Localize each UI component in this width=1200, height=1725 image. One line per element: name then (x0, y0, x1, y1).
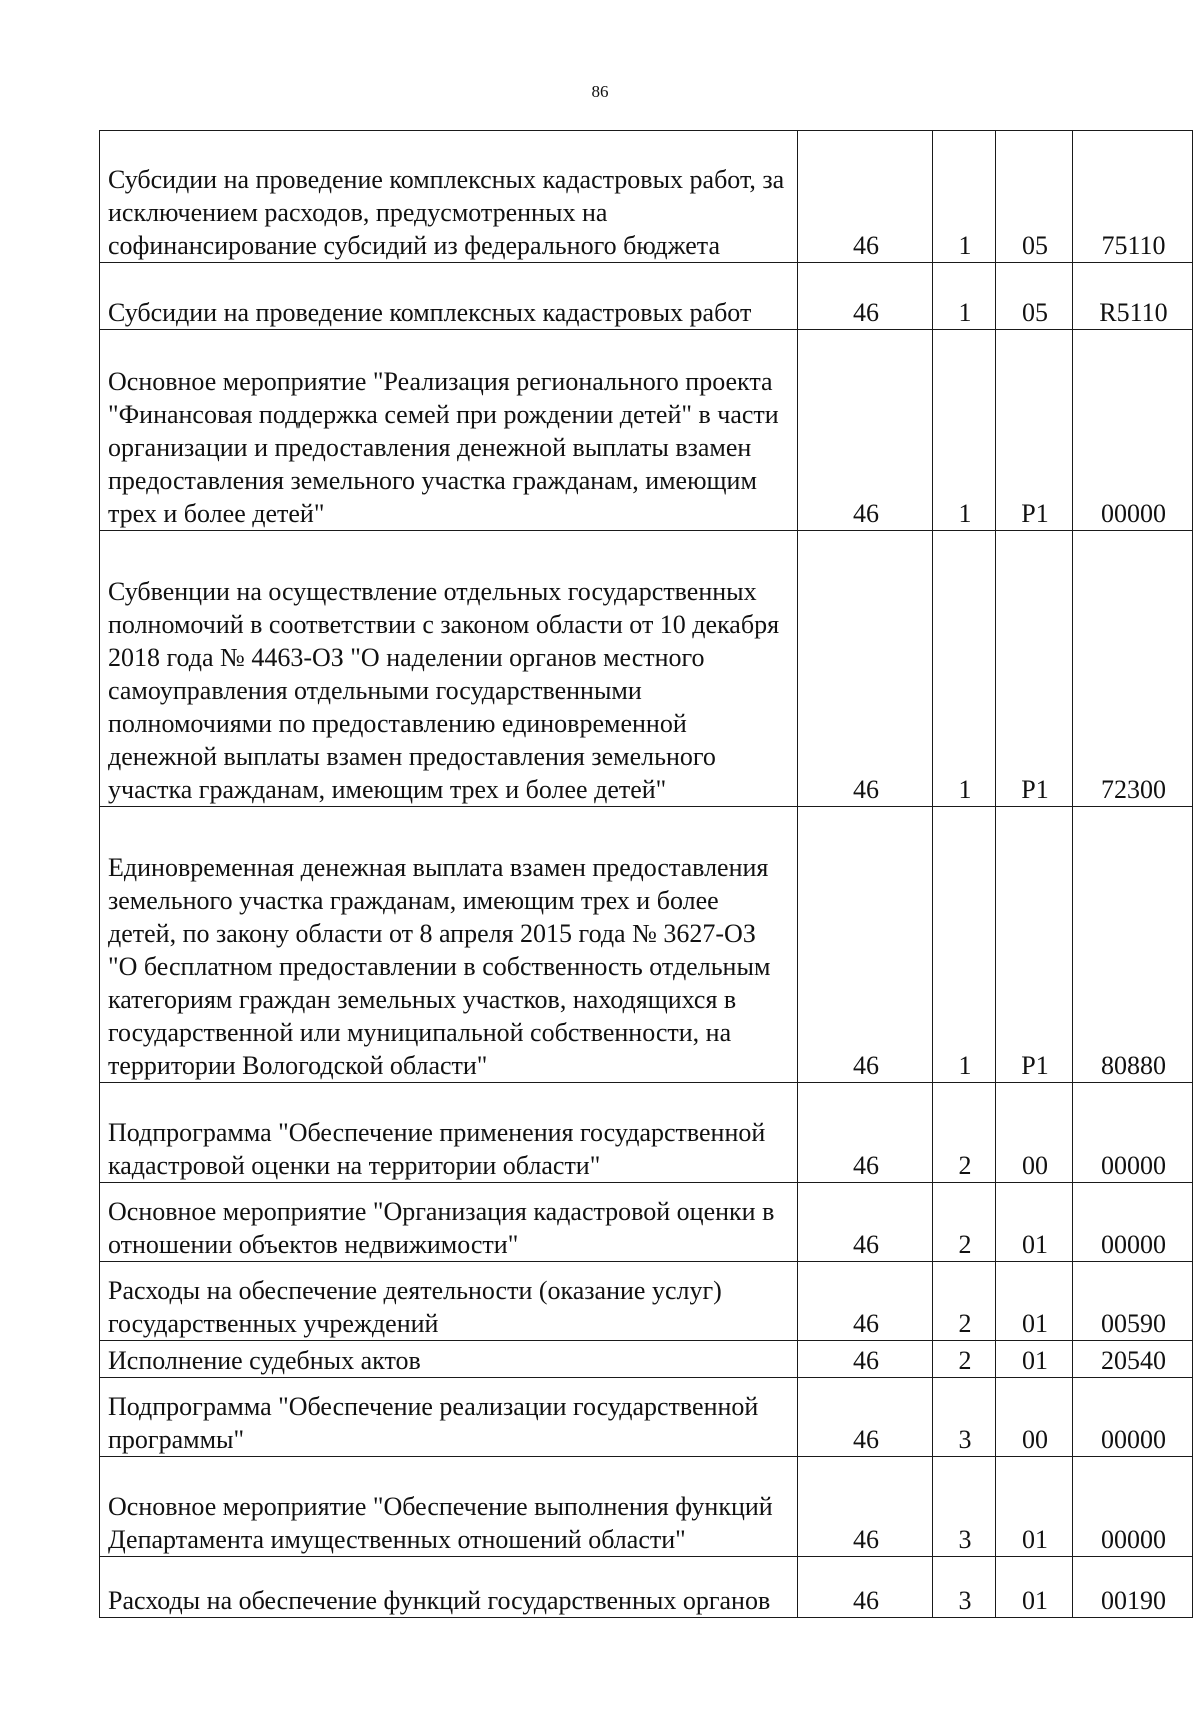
row-code-cell: 72300 (1073, 531, 1193, 807)
row-code-cell: 00 (996, 1378, 1073, 1457)
row-code-cell: 00000 (1073, 1457, 1193, 1557)
row-code-cell: 2 (933, 1083, 996, 1183)
row-name-cell: Подпрограмма "Обеспечение применения государственной кадастровой оценки на территории области" (100, 1083, 798, 1183)
row-code-cell: 20540 (1073, 1341, 1193, 1378)
row-code-cell: 2 (933, 1262, 996, 1341)
row-code-cell: 00000 (1073, 1083, 1193, 1183)
table-row (100, 1341, 1193, 1378)
row-code-cell: 00000 (1073, 1183, 1193, 1262)
row-name-cell: Субсидии на проведение комплексных кадастровых работ (100, 263, 798, 330)
row-code-cell: 1 (933, 263, 996, 330)
row-code-cell: R5110 (1073, 263, 1193, 330)
row-code-cell: 1 (933, 807, 996, 1083)
row-code-cell: 46 (798, 1341, 933, 1378)
row-code-cell: P1 (996, 330, 1073, 531)
row-code-cell: 46 (798, 263, 933, 330)
row-code-cell: 2 (933, 1183, 996, 1262)
row-code-cell: 1 (933, 531, 996, 807)
table-row (100, 1457, 1193, 1557)
row-code-cell: 01 (996, 1262, 1073, 1341)
row-code-cell: 46 (798, 1262, 933, 1341)
row-code-cell: 46 (798, 131, 933, 263)
row-name-cell: Исполнение судебных актов (100, 1341, 798, 1378)
row-code-cell: 46 (798, 531, 933, 807)
row-code-cell: 75110 (1073, 131, 1193, 263)
row-code-cell: 00590 (1073, 1262, 1193, 1341)
row-code-cell: 46 (798, 330, 933, 531)
row-code-cell: 00000 (1073, 1378, 1193, 1457)
row-code-cell: 01 (996, 1183, 1073, 1262)
table-row (100, 330, 1193, 531)
row-code-cell: 80880 (1073, 807, 1193, 1083)
row-code-cell: 3 (933, 1457, 996, 1557)
row-code-cell: P1 (996, 531, 1073, 807)
table-row (100, 1557, 1193, 1618)
table-row (100, 1083, 1193, 1183)
row-code-cell: 00 (996, 1083, 1073, 1183)
row-name-cell: Единовременная денежная выплата взамен предоставления земельного участка гражданам, имеющим трех и более детей, по закону области от 8 апреля 2015 года № 3627-ОЗ "О бесплатном предоставлении в собственность отдельным категориям граждан земельных участков, находящихся в государственной или муниципальной собственности, на территории Вологодской области" (100, 807, 798, 1083)
table-row (100, 263, 1193, 330)
row-name-cell: Основное мероприятие "Обеспечение выполнения функций Департамента имущественных отношений области" (100, 1457, 798, 1557)
row-code-cell: 46 (798, 1183, 933, 1262)
table-row (100, 807, 1193, 1083)
table-row (100, 1262, 1193, 1341)
row-code-cell: 05 (996, 131, 1073, 263)
row-code-cell: 01 (996, 1457, 1073, 1557)
row-code-cell: 46 (798, 1378, 933, 1457)
row-code-cell: P1 (996, 807, 1073, 1083)
row-code-cell: 1 (933, 330, 996, 531)
table-row (100, 531, 1193, 807)
row-code-cell: 3 (933, 1557, 996, 1618)
row-code-cell: 00190 (1073, 1557, 1193, 1618)
row-code-cell: 46 (798, 1557, 933, 1618)
row-code-cell: 00000 (1073, 330, 1193, 531)
table-row (100, 1378, 1193, 1457)
row-name-cell: Субвенции на осуществление отдельных государственных полномочий в соответствии с законом области от 10 декабря 2018 года № 4463-ОЗ "О наделении органов местного самоуправления отдельными государственными полномочиями по предоставлению единовременной денежной выплаты взамен предоставления земельного участка гражданам, имеющим трех и более детей" (100, 531, 798, 807)
row-code-cell: 1 (933, 131, 996, 263)
budget-classification-table (99, 130, 1193, 1618)
row-code-cell: 46 (798, 1457, 933, 1557)
table-row (100, 131, 1193, 263)
row-code-cell: 3 (933, 1378, 996, 1457)
row-name-cell: Основное мероприятие "Организация кадастровой оценки в отношении объектов недвижимости" (100, 1183, 798, 1262)
row-name-cell: Расходы на обеспечение деятельности (оказание услуг) государственных учреждений (100, 1262, 798, 1341)
row-name-cell: Подпрограмма "Обеспечение реализации государственной программы" (100, 1378, 798, 1457)
row-name-cell: Расходы на обеспечение функций государственных органов (100, 1557, 798, 1618)
row-name-cell: Основное мероприятие "Реализация регионального проекта "Финансовая поддержка семей при рождении детей" в части организации и предоставления денежной выплаты взамен предоставления земельного участка гражданам, имеющим трех и более детей" (100, 330, 798, 531)
row-code-cell: 2 (933, 1341, 996, 1378)
row-code-cell: 01 (996, 1557, 1073, 1618)
table-row (100, 1183, 1193, 1262)
page-number: 86 (591, 82, 609, 101)
row-name-cell: Субсидии на проведение комплексных кадастровых работ, за исключением расходов, предусмотренных на софинансирование субсидий из федерального бюджета (100, 131, 798, 263)
row-code-cell: 46 (798, 807, 933, 1083)
row-code-cell: 46 (798, 1083, 933, 1183)
row-code-cell: 05 (996, 263, 1073, 330)
row-code-cell: 01 (996, 1341, 1073, 1378)
